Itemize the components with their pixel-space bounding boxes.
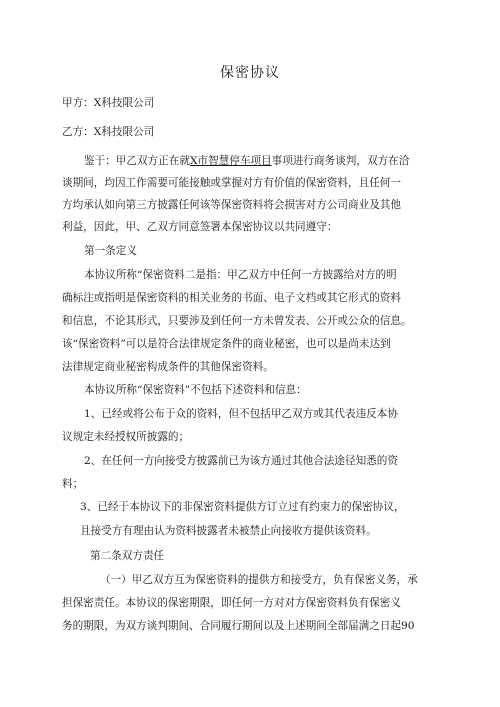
list-item-cont: 且接受方有理由认为资料披露者未被禁止向接收方提供该资料。	[80, 525, 377, 537]
text-run: 鉴于：甲乙双方正在就	[84, 155, 190, 167]
section-heading: 第一条定义	[84, 245, 137, 257]
body-line: 务的期限，为双方谈判期间、合同履行期间以及上述期间全部届满之日起90	[62, 620, 415, 632]
list-item: 1、已经或将公布于众的资料，但不包括甲乙双方或其代表违反本协	[84, 408, 398, 420]
list-item: 2、在任何一方向接受方披露前已为该方通过其他合法途径知悉的资	[84, 455, 398, 467]
body-line: 担保密责任。本协议的保密期限，即任何一方对对方保密资料负有保密义	[62, 597, 401, 609]
list-item-cont: 料；	[62, 478, 84, 490]
text-run: 事项进行商务谈判，双方在洽	[271, 155, 410, 167]
body-line: 本协议所称“保密资料二是指：甲乙双方中任何一方披露给对方的明	[84, 269, 397, 281]
body-line: 法律规定商业秘密构成条件的其他保密资料。	[62, 361, 274, 373]
party-b: 乙方：X科技限公司	[62, 126, 155, 138]
list-item: 3、已经于本协议下的非保密资料提供方订立过有约束力的保密协议，	[80, 501, 405, 513]
body-line: 方均承认如向第三方披露任何该等保密资料将会损害对方公司商业及其他	[62, 199, 401, 211]
body-line: （一）甲乙双方互为保密资料的提供方和接受方，负有保密义务，承	[100, 574, 418, 586]
party-a: 甲方：X科技限公司	[62, 97, 155, 109]
body-line: 本协议所称“保密资料”不包括下述资料和信息：	[84, 384, 307, 396]
project-name: X市智慧停车项目	[189, 155, 272, 167]
list-item-cont: 议规定未经授权所披露的；	[62, 431, 190, 443]
document-title: 保密协议	[220, 65, 280, 81]
body-line: 利益，因此，甲、乙双方同意签署本保密协议以共同遵守：	[62, 221, 338, 233]
body-line: 确标注或指明是保密资料的相关业务的书面、电子文档或其它形式的资料	[62, 292, 401, 304]
body-line: 该“保密资料”可以是符合法律规定条件的商业秘密，也可以是尚未达到	[62, 338, 391, 350]
body-line	[84, 155, 409, 168]
body-line: 和信息，不论其形式，只要涉及到任何一方未曾发表、公开或公众的信息。	[62, 315, 412, 327]
body-line: 谈期间，均因工作需要可能接触或掌握对方有价值的保密资料，且任何一	[62, 177, 401, 189]
section-heading: 第二条双方责任	[90, 550, 165, 562]
